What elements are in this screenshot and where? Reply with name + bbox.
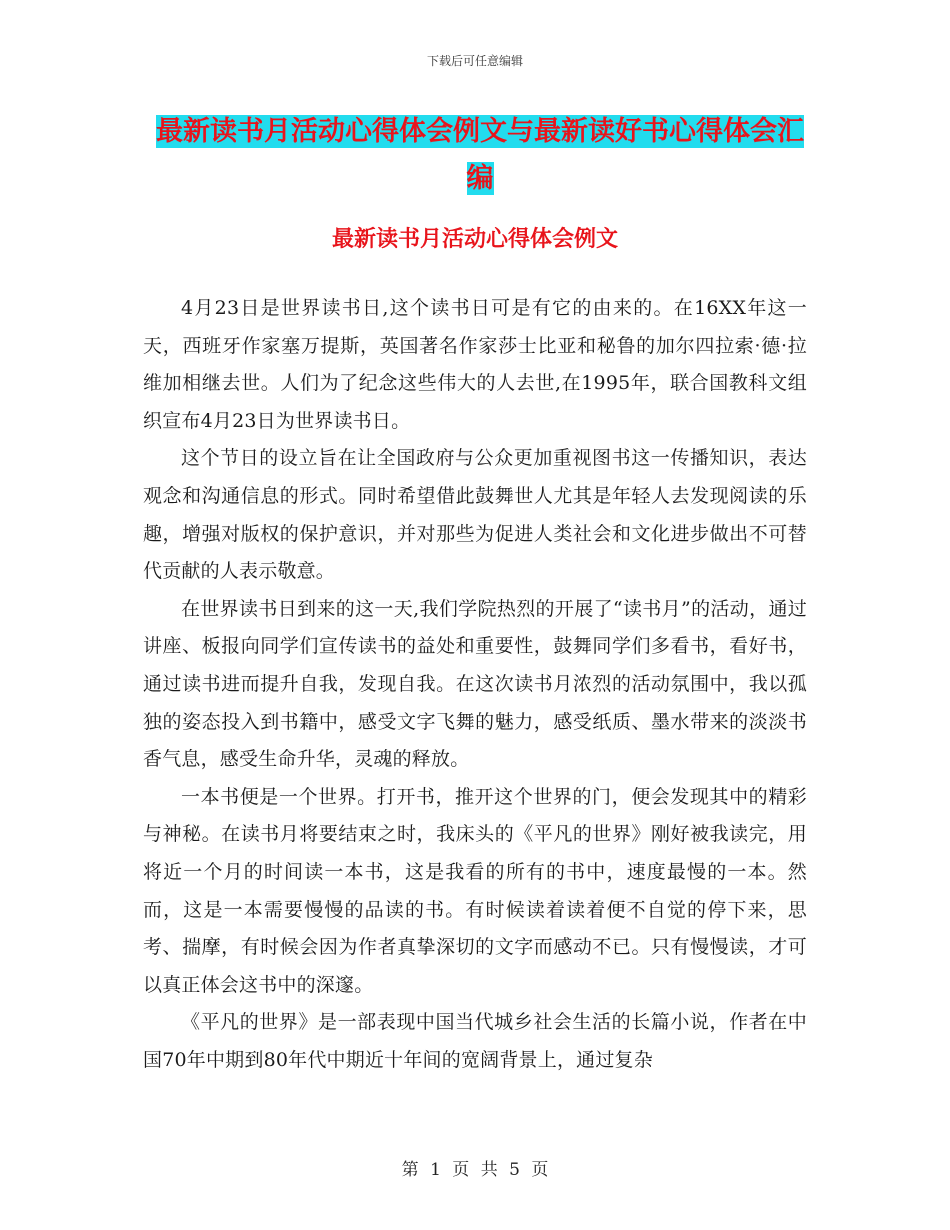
page-header: 下载后可任意编辑 <box>426 54 523 68</box>
page-footer: 第 1 页 共 5 页 <box>401 1160 549 1180</box>
paragraph: 一本书便是一个世界。打开书，推开这个世界的门，便会发现其中的精彩与神秘。在读书月将要结束之时，我床头的《平凡的世界》刚好被我读完，用将近一个月的时间读一本书，这是我看的所有的书中，速度最慢的一本。然而，这是一本需要慢慢的品读的书。有时候读着读着便不自觉的停下来，思考、揣摩，有时候会因为作者真挚深切的文字而感动不已。只有慢慢读，才可以真正体会这书中的深邃。 <box>143 785 807 996</box>
section-title: 最新读书月活动心得体会例文 <box>331 227 618 252</box>
body-text <box>143 290 807 1079</box>
paragraph: 这个节日的设立旨在让全国政府与公众更加重视图书这一传播知识，表达观念和沟通信息的形式。同时希望借此鼓舞世人尤其是年轻人去发现阅读的乐趣，增强对版权的保护意识，并对那些为促进人类社会和文化进步做出不可替代贡献的人表示敬意。 <box>143 447 807 583</box>
document-title-text: 最新读书月活动心得体会例文与最新读好书心得体会汇编 <box>156 116 804 194</box>
paragraph: 《平凡的世界》是一部表现中国当代城乡社会生活的长篇小说，作者在中国70年中期到80年代中期近十年间的宽阔背景上，通过复杂 <box>143 1011 807 1071</box>
paragraph: 4月23日是世界读书日,这个读书日可是有它的由来的。在16XX年这一天，西班牙作家塞万提斯，英国著名作家莎士比亚和秘鲁的加尔四拉索·德·拉维加相继去世。人们为了纪念这些伟大的人去世,在1995年，联合国教科文组织宣布4月23日为世界读书日。 <box>143 297 807 432</box>
paragraph: 在世界读书日到来的这一天,我们学院热烈的开展了“读书月”的活动，通过讲座、板报向同学们宣传读书的益处和重要性，鼓舞同学们多看书，看好书，通过读书进而提升自我，发现自我。在这次读书月浓烈的活动氛围中，我以孤独的姿态投入到书籍中，感受文字飞舞的魅力，感受纸质、墨水带来的淡淡书香气息，感受生命升华，灵魂的释放。 <box>143 597 807 771</box>
document-title <box>150 108 810 202</box>
